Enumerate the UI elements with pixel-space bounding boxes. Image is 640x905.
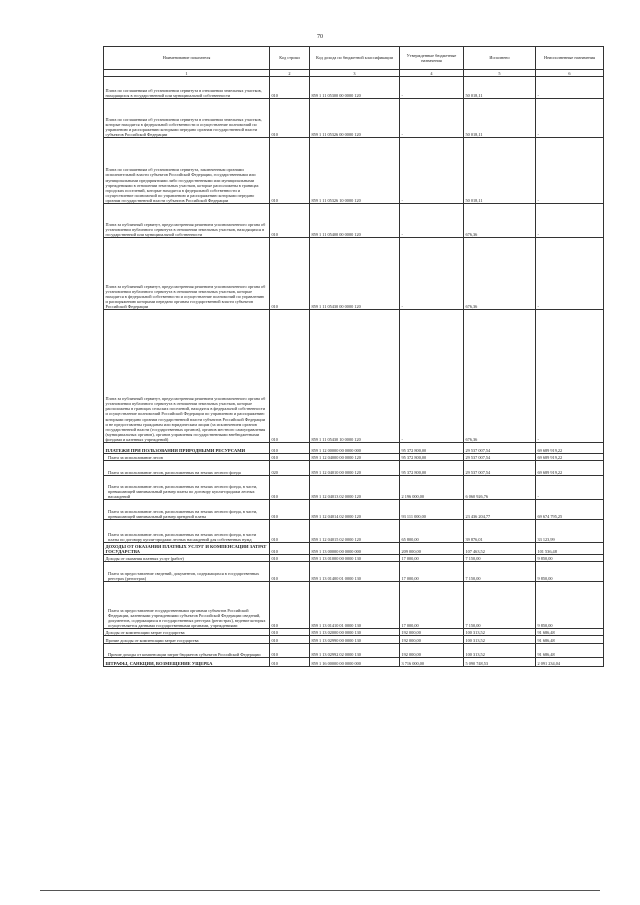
table-row xyxy=(104,77,604,99)
table-row xyxy=(104,238,604,310)
row-line-code: 010 xyxy=(270,138,310,204)
row-name: Прочие доходы от компенсации затрат государства xyxy=(104,636,270,644)
table-row xyxy=(104,204,604,238)
row-executed: 676,36 xyxy=(464,310,536,443)
row-unexecuted: - xyxy=(536,138,604,204)
row-executed: 5 090 748,53 xyxy=(464,658,536,667)
row-name: Плата за предоставление государственными органами субъектов Российской Федерации, казенными учреждениями субъектов Российской Федерации сведений, документов, содержащихся в государственных реестрах (регистрах), ведение которых осуществляется данными государственными органами, учреждениями xyxy=(104,582,270,629)
row-executed: 676,36 xyxy=(464,238,536,310)
row-executed: 100 313,52 xyxy=(464,644,536,658)
row-line-code: 010 xyxy=(270,476,310,500)
row-budget-code: 859 1 11 05400 00 0000 120 xyxy=(310,204,400,238)
row-unexecuted: - xyxy=(536,310,604,443)
row-approved: 17 000,00 xyxy=(400,555,464,562)
column-number: 4 xyxy=(400,70,464,77)
row-budget-code: 859 1 16 00000 00 0000 000 xyxy=(310,658,400,667)
row-executed: 39 876,01 xyxy=(464,520,536,543)
row-unexecuted: 69 689 919,22 xyxy=(536,443,604,454)
row-line-code: 010 xyxy=(270,658,310,667)
row-executed: 100 313,52 xyxy=(464,636,536,644)
table-row xyxy=(104,454,604,461)
row-approved: 17 000,00 xyxy=(400,582,464,629)
row-unexecuted: 9 850,00 xyxy=(536,562,604,582)
row-budget-code: 859 1 11 05300 00 0000 120 xyxy=(310,77,400,99)
header-executed: Исполнено xyxy=(464,47,536,70)
table-row xyxy=(104,562,604,582)
row-line-code: 010 xyxy=(270,77,310,99)
row-name: ДОХОДЫ ОТ ОКАЗАНИЯ ПЛАТНЫХ УСЛУГ И КОМПЕНСАЦИИ ЗАТРАТ ГОСУДАРСТВА xyxy=(104,543,270,555)
table-row xyxy=(104,443,604,454)
row-approved: - xyxy=(400,238,464,310)
table-row xyxy=(104,543,604,555)
row-approved: 17 000,00 xyxy=(400,562,464,582)
row-name: Плата по соглашениям об установлении сервитута в отношении земельных участков, которые находятся в федеральной собственности и осуществление полномочий по управлению и распоряжению которыми передано органам государственной власти субъектов Российской Федерации xyxy=(104,99,270,138)
row-unexecuted: - xyxy=(536,77,604,99)
row-line-code: 010 xyxy=(270,543,310,555)
row-name: Плата за публичный сервитут, предусмотренная решением уполномоченного органа об установлении публичного сервитута в отношении земельных участков, находящихся в государственной или муниципальной собственности xyxy=(104,204,270,238)
row-name: Плата за публичный сервитут, предусмотренная решением уполномоченного органа об установлении публичного сервитута в отношении земельных участков, которые находятся в федеральной собственности и осуществление полномочий по управлению и распоряжению которыми передано органам государственной власти субъектов Российской Федерации xyxy=(104,238,270,310)
row-unexecuted: 2 091 234,04 xyxy=(536,658,604,667)
table-row xyxy=(104,582,604,629)
row-name: ПЛАТЕЖИ ПРИ ПОЛЬЗОВАНИИ ПРИРОДНЫМИ РЕСУРСАМИ xyxy=(104,443,270,454)
row-unexecuted: - xyxy=(536,204,604,238)
row-name: Плата за публичный сервитут, предусмотренная решением уполномоченного органа об установлении публичного сервитута в отношении земельных участков, которые расположены в границах сельских поселений, находятся в федеральной собственности и осуществление полномочий Российской Федерации по управлению и распоряжению которыми передано органам государственной власти субъектов Российской Федерации и не предоставлены гражданам или юридическим лицам (за исключением органов государственной власти (государственных органов), органов местного самоуправления (муниципальных органов), органов управления государственными внебюджетными фондами и казенных учреждений) xyxy=(104,310,270,443)
row-line-code: 010 xyxy=(270,629,310,636)
row-budget-code: 859 1 12 04010 00 0000 120 xyxy=(310,461,400,476)
row-unexecuted: 33 123,99 xyxy=(536,520,604,543)
row-approved: 209 000,00 xyxy=(400,543,464,555)
column-number: 6 xyxy=(536,70,604,77)
row-line-code: 010 xyxy=(270,582,310,629)
row-unexecuted: 69 689 919,22 xyxy=(536,461,604,476)
row-unexecuted: 69 689 919,22 xyxy=(536,454,604,461)
row-line-code: 010 xyxy=(270,310,310,443)
row-executed: 100 313,52 xyxy=(464,629,536,636)
row-name: Плата по соглашениям об установлении сервитута в отношении земельных участков, находящихся в государственной или муниципальной собственности xyxy=(104,77,270,99)
row-line-code: 010 xyxy=(270,99,310,138)
row-approved: - xyxy=(400,99,464,138)
row-budget-code: 859 1 13 02990 00 0000 130 xyxy=(310,636,400,644)
row-budget-code: 859 1 11 05326 10 0000 120 xyxy=(310,138,400,204)
row-executed: 676,36 xyxy=(464,204,536,238)
row-executed: 50 018,11 xyxy=(464,138,536,204)
table-body xyxy=(104,77,604,667)
row-line-code: 010 xyxy=(270,636,310,644)
row-unexecuted: 69 674 795,25 xyxy=(536,500,604,520)
row-line-code: 010 xyxy=(270,204,310,238)
row-line-code: 010 xyxy=(270,454,310,461)
row-name: Доходы от оказания платных услуг (работ) xyxy=(104,555,270,562)
column-number: 5 xyxy=(464,70,536,77)
row-budget-code: 859 1 13 01410 01 0000 130 xyxy=(310,582,400,629)
table-row xyxy=(104,555,604,562)
row-unexecuted: - xyxy=(536,99,604,138)
row-approved: 3 716 000,00 xyxy=(400,658,464,667)
row-name: Плата по соглашениям об установлении сервитута, заключенным органами исполнительной власти субъектов Российской Федерации, государственными или муниципальными предприятиями либо государственными или муниципальными учреждениями в отношении земельных участков, которые расположены в границах городских поселений, которые находятся в федеральной собственности и осуществление полномочий по управлению и распоряжению которыми передано органам государственной власти субъектов Российской Федерации xyxy=(104,138,270,204)
row-approved: 95 372 800,00 xyxy=(400,443,464,454)
row-unexecuted: 9 850,00 xyxy=(536,555,604,562)
row-executed: 7 150,00 xyxy=(464,562,536,582)
row-approved: - xyxy=(400,77,464,99)
row-line-code: 020 xyxy=(270,461,310,476)
row-executed: 107 463,52 xyxy=(464,543,536,555)
header-budget-code: Код дохода по бюджетной классификации xyxy=(310,47,400,70)
row-unexecuted: 9 850,00 xyxy=(536,582,604,629)
row-name: Плата за использование лесов, расположенных на землях лесного фонда, в части, превышающей минимальный размер платы по договору купли-продажи лесных насаждений xyxy=(104,476,270,500)
row-approved: 192 000,00 xyxy=(400,644,464,658)
row-unexecuted: - xyxy=(536,476,604,500)
row-approved: 192 000,00 xyxy=(400,636,464,644)
header-name: Наименование показателя xyxy=(104,47,270,70)
row-budget-code: 859 1 13 01400 01 0000 130 xyxy=(310,562,400,582)
row-unexecuted: 101 536,48 xyxy=(536,543,604,555)
row-name: Плата за предоставление сведений, документов, содержащихся в государственных реестрах (регистрах) xyxy=(104,562,270,582)
row-budget-code: 859 1 12 04013 02 0000 120 xyxy=(310,476,400,500)
row-line-code: 010 xyxy=(270,644,310,658)
row-approved: 93 111 000,00 xyxy=(400,500,464,520)
row-name: Плата за использование лесов, расположенных на землях лесного фонда, в части, превышающей минимальный размер арендной платы xyxy=(104,500,270,520)
table-row xyxy=(104,520,604,543)
revenue-table xyxy=(103,46,604,667)
row-line-code: 010 xyxy=(270,443,310,454)
row-executed: 50 018,11 xyxy=(464,99,536,138)
row-name: Плата за использование лесов, расположенных на землях лесного фонда xyxy=(104,461,270,476)
row-budget-code: 859 1 12 00000 00 0000 000 xyxy=(310,443,400,454)
row-name: ШТРАФЫ, САНКЦИИ, ВОЗМЕЩЕНИЕ УЩЕРБА xyxy=(104,658,270,667)
header-line-code: Код строки xyxy=(270,47,310,70)
row-budget-code: 859 1 13 02992 02 0000 130 xyxy=(310,644,400,658)
row-budget-code: 859 1 13 02000 00 0000 130 xyxy=(310,629,400,636)
row-name: Плата за использование лесов, расположенных на землях лесного фонда, в части платы по договору купли-продажи лесных насаждений для собственных нужд xyxy=(104,520,270,543)
table-row xyxy=(104,476,604,500)
row-line-code: 010 xyxy=(270,555,310,562)
row-line-code: 010 xyxy=(270,520,310,543)
row-executed: 6 060 926,76 xyxy=(464,476,536,500)
row-executed: 7 150,00 xyxy=(464,582,536,629)
row-budget-code: 859 1 13 01000 00 0000 130 xyxy=(310,555,400,562)
table-row xyxy=(104,658,604,667)
table-row xyxy=(104,500,604,520)
row-line-code: 010 xyxy=(270,238,310,310)
row-approved: 2 196 000,00 xyxy=(400,476,464,500)
row-approved: - xyxy=(400,310,464,443)
row-executed: 50 018,11 xyxy=(464,77,536,99)
row-unexecuted: 91 686,48 xyxy=(536,644,604,658)
row-line-code: 010 xyxy=(270,562,310,582)
row-executed: 29 537 007,54 xyxy=(464,461,536,476)
table-row xyxy=(104,138,604,204)
column-number: 3 xyxy=(310,70,400,77)
row-approved: 192 000,00 xyxy=(400,629,464,636)
page-number: 70 xyxy=(317,34,323,40)
page-bottom-rule xyxy=(40,890,600,891)
table-row xyxy=(104,310,604,443)
row-name: Доходы от компенсации затрат государства xyxy=(104,629,270,636)
row-executed: 29 537 007,54 xyxy=(464,454,536,461)
table-row xyxy=(104,461,604,476)
row-unexecuted: 91 686,48 xyxy=(536,629,604,636)
row-name: Прочие доходы от компенсации затрат бюджетов субъектов Российской Федерации xyxy=(104,644,270,658)
row-budget-code: 859 1 13 00000 00 0000 000 xyxy=(310,543,400,555)
row-unexecuted: - xyxy=(536,238,604,310)
table-row xyxy=(104,629,604,636)
row-approved: 95 372 800,00 xyxy=(400,454,464,461)
table-row xyxy=(104,99,604,138)
column-number: 1 xyxy=(104,70,270,77)
row-approved: - xyxy=(400,204,464,238)
row-line-code: 010 xyxy=(270,500,310,520)
row-approved: 95 372 800,00 xyxy=(400,461,464,476)
row-budget-code: 859 1 12 04014 02 0000 120 xyxy=(310,500,400,520)
row-unexecuted: 91 686,48 xyxy=(536,636,604,644)
row-budget-code: 859 1 11 05430 00 0000 120 xyxy=(310,238,400,310)
row-approved: 65 800,00 xyxy=(400,520,464,543)
table-header-row xyxy=(104,47,604,70)
table-row xyxy=(104,644,604,658)
row-executed: 29 537 007,54 xyxy=(464,443,536,454)
header-approved: Утвержденные бюджетные назначения xyxy=(400,47,464,70)
column-number-row xyxy=(104,70,604,77)
row-approved: - xyxy=(400,138,464,204)
table-row xyxy=(104,636,604,644)
row-executed: 7 150,00 xyxy=(464,555,536,562)
row-budget-code: 859 1 12 04015 02 0000 120 xyxy=(310,520,400,543)
row-budget-code: 859 1 11 05430 10 0000 120 xyxy=(310,310,400,443)
row-budget-code: 859 1 12 04000 00 0000 120 xyxy=(310,454,400,461)
row-name: Плата за использование лесов xyxy=(104,454,270,461)
header-unexecuted: Неисполненные назначения xyxy=(536,47,604,70)
row-budget-code: 859 1 11 05326 00 0000 120 xyxy=(310,99,400,138)
column-number: 2 xyxy=(270,70,310,77)
row-executed: 23 436 204,77 xyxy=(464,500,536,520)
